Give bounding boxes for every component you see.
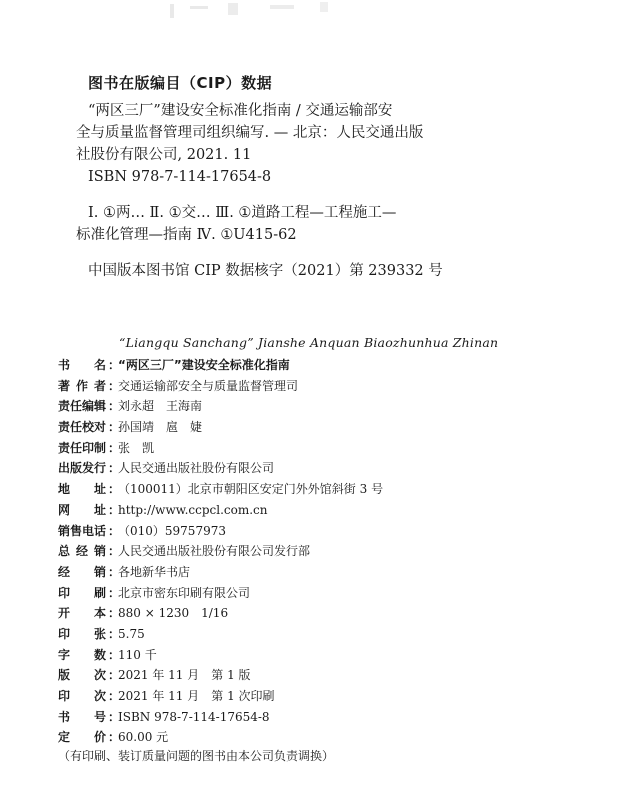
info-row-editor: 责任编辑 ： 刘永超 王海南	[58, 399, 203, 414]
info-value: 各地新华书店	[118, 564, 191, 579]
info-value: 5.75	[118, 626, 145, 641]
info-value: 孙国靖 扈 婕	[118, 420, 203, 435]
info-value: 2021 年 11 月 第 1 版	[118, 668, 251, 683]
english-title: “Liangqu Sanchang” Jianshe Anquan Biaozhunhua Zhinan	[119, 335, 499, 350]
info-label: 书号	[58, 709, 106, 724]
info-value: 60.00 元	[118, 730, 169, 745]
info-value: “两区三厂”建设安全标准化指南	[118, 358, 290, 372]
info-row-seller: 经销 ： 各地新华书店	[58, 564, 191, 579]
info-label: 地址	[58, 482, 106, 497]
info-row-distributor: 总经销 ： 人民交通出版社股份有限公司发行部	[58, 544, 311, 559]
info-row-website: 网址 ： http://www.ccpcl.com.cn	[58, 502, 268, 517]
info-row-publisher: 出版发行 ： 人民交通出版社股份有限公司	[58, 461, 275, 476]
info-label: 印次	[58, 689, 106, 703]
info-row-isbn: 书号 ： ISBN 978-7-114-17654-8	[58, 709, 270, 724]
info-label: 印刷	[58, 585, 106, 600]
website-link[interactable]: http://www.ccpcl.com.cn	[118, 502, 268, 517]
cip-block	[76, 100, 443, 282]
info-label: 责任印制	[58, 440, 107, 455]
info-row-printer: 印刷 ： 北京市密东印刷有限公司	[58, 585, 251, 600]
info-label: 书名	[58, 358, 106, 372]
info-row-impression: 印次 ： 2021 年 11 月 第 1 次印刷	[58, 689, 275, 703]
info-label: 责任校对	[58, 420, 107, 435]
info-value: （100011）北京市朝阳区安定门外外馆斜街 3 号	[118, 482, 384, 497]
info-value: （010）59757973	[118, 523, 226, 538]
info-row-price: 定价 ： 60.00 元	[58, 730, 169, 745]
info-row-print-supervisor: 责任印制 ： 张 凯	[58, 440, 155, 455]
cip-line-2: 全与质量监督管理司组织编写. — 北京：人民交通出版	[76, 125, 424, 141]
info-value: 人民交通出版社股份有限公司发行部	[118, 544, 311, 559]
info-label: 开本	[58, 606, 106, 621]
info-value: 880 × 1230 1/16	[118, 606, 229, 621]
info-value: 张 凯	[118, 440, 155, 455]
info-value: 刘永超 王海南	[118, 399, 203, 414]
cip-isbn: ISBN 978-7-114-17654-8	[88, 169, 272, 185]
info-value: 2021 年 11 月 第 1 次印刷	[118, 689, 275, 703]
info-label: 责任编辑	[58, 399, 107, 414]
publication-info-table	[58, 356, 578, 749]
info-label: 字数	[58, 647, 106, 662]
info-value: 北京市密东印刷有限公司	[118, 585, 251, 600]
info-row-proofreader: 责任校对 ： 孙国靖 扈 婕	[58, 420, 203, 435]
info-row-address: 地址 ： （100011）北京市朝阳区安定门外外馆斜街 3 号	[58, 482, 384, 497]
quality-note: （有印刷、装订质量问题的图书由本公司负责调换）	[58, 749, 335, 763]
info-label: 经销	[58, 564, 106, 579]
info-value: 交通运输部安全与质量监督管理司	[118, 378, 299, 393]
info-row-phone: 销售电话 ： （010）59757973	[58, 523, 226, 538]
info-label: 定价	[58, 730, 106, 745]
info-label: 印张	[58, 626, 106, 641]
info-value: 110 千	[118, 647, 157, 662]
cip-heading: 图书在版编目（CIP）数据	[88, 74, 273, 92]
info-row-sheets: 印张 ： 5.75	[58, 626, 145, 641]
info-label: 出版发行	[58, 461, 107, 476]
info-label: 销售电话	[58, 523, 107, 538]
cip-line-1: “两区三厂”建设安全标准化指南 / 交通运输部安	[88, 103, 393, 119]
cip-classification-1: Ⅰ. ①两… Ⅱ. ①交… Ⅲ. ①道路工程—工程施工—	[88, 205, 397, 221]
info-row-format: 开本 ： 880 × 1230 1/16	[58, 606, 229, 621]
info-row-title: 书名 ： “两区三厂”建设安全标准化指南	[58, 358, 290, 372]
info-row-word-count: 字数 ： 110 千	[58, 647, 157, 662]
info-value: ISBN 978-7-114-17654-8	[118, 709, 270, 724]
cip-classification-2: 标准化管理—指南 Ⅳ. ①U415-62	[76, 227, 297, 243]
info-value: 人民交通出版社股份有限公司	[118, 461, 275, 476]
info-label: 总经销	[58, 544, 106, 559]
info-label: 著作者	[58, 378, 106, 393]
info-label: 版次	[58, 668, 106, 683]
cip-line-3: 社股份有限公司, 2021. 11	[76, 147, 252, 163]
cip-number: 中国版本图书馆 CIP 数据核字（2021）第 239332 号	[88, 263, 443, 279]
info-label: 网址	[58, 502, 106, 517]
info-row-edition: 版次 ： 2021 年 11 月 第 1 版	[58, 668, 251, 683]
faint-scan-mark	[150, 0, 360, 22]
info-row-author: 著作者 ： 交通运输部安全与质量监督管理司	[58, 378, 299, 393]
